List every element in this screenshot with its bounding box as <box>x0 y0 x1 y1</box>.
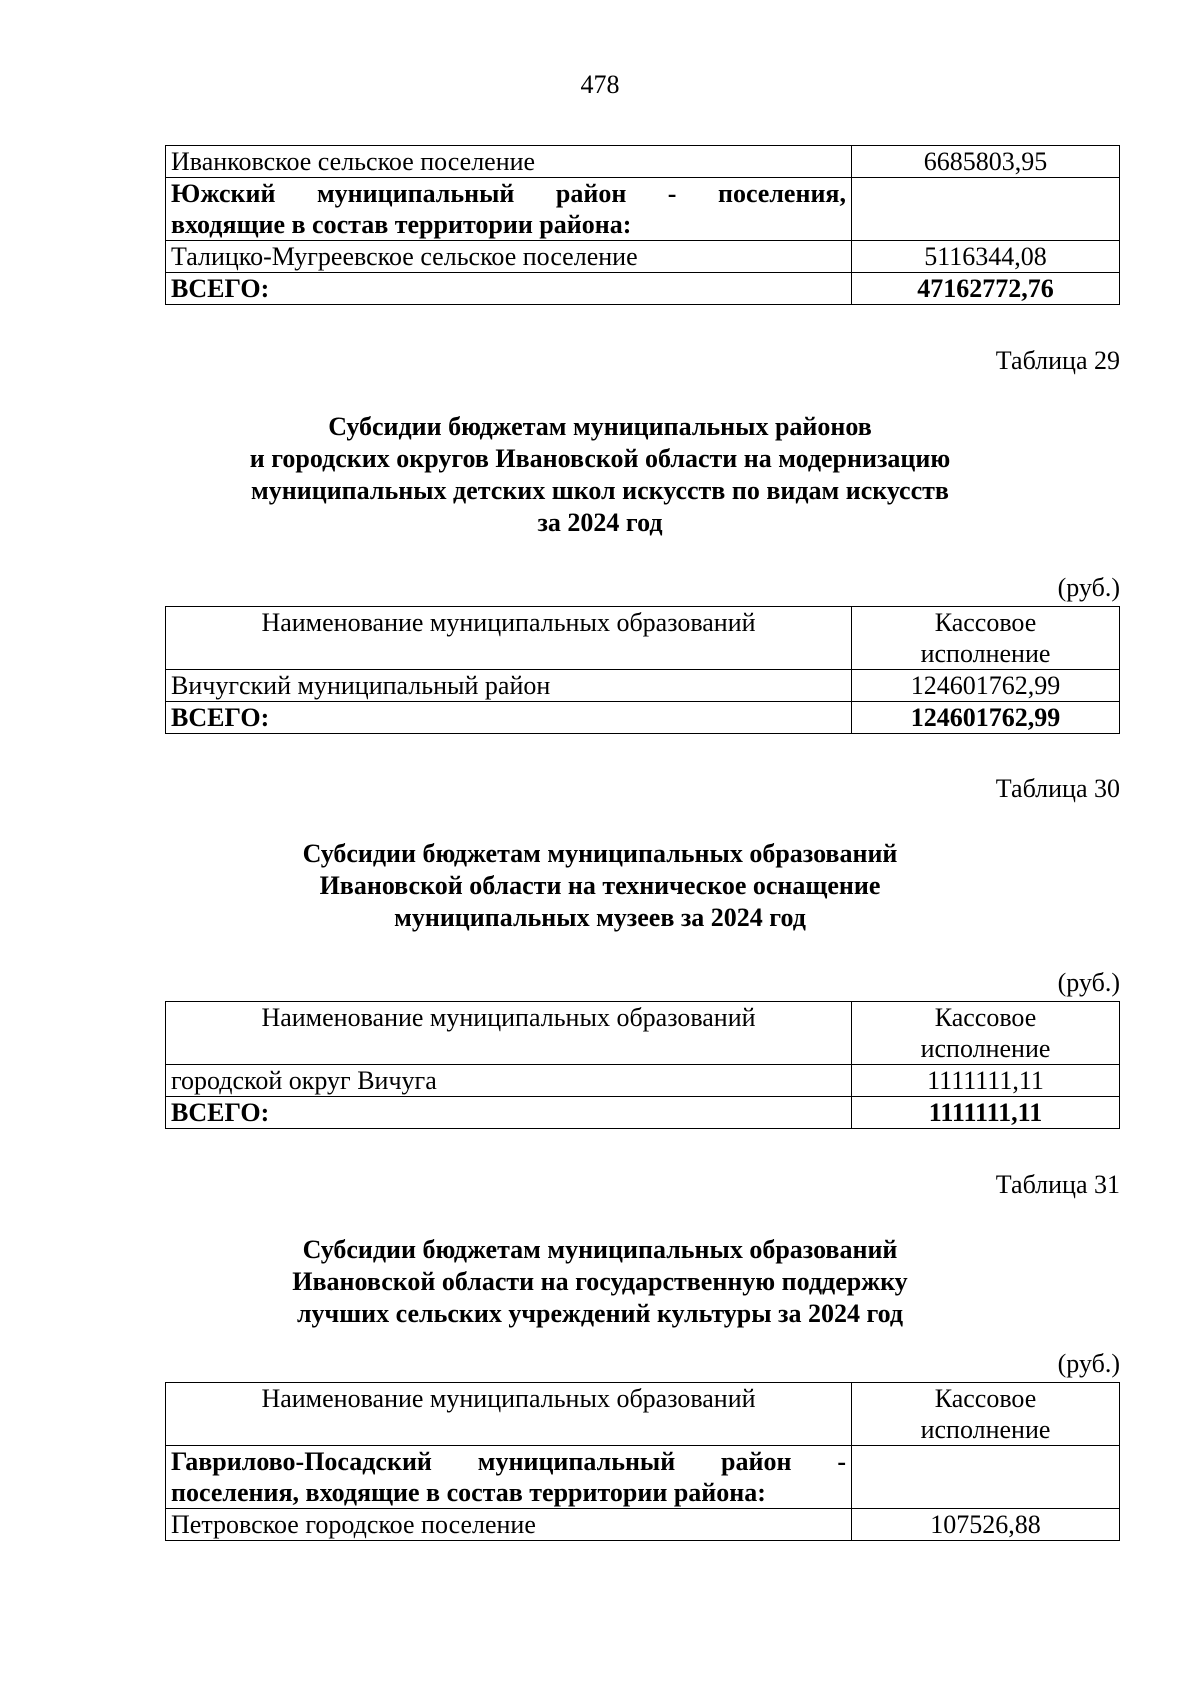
table-29-label: Таблица 29 <box>995 346 1120 375</box>
header-row <box>166 1002 1120 1065</box>
row-value: 5116344,08 <box>852 241 1120 273</box>
column-header-value <box>852 1002 1120 1065</box>
table-row <box>166 1509 1120 1541</box>
row-value: 107526,88 <box>852 1509 1120 1541</box>
column-header-name: Наименование муниципальных образований <box>166 1002 852 1065</box>
row-value <box>852 1446 1120 1509</box>
total-row <box>166 702 1120 734</box>
column-header-line: исполнение <box>920 1415 1051 1444</box>
table-31 <box>165 1382 1120 1541</box>
column-header-name: Наименование муниципальных образований <box>166 607 852 670</box>
total-row <box>166 1097 1120 1129</box>
heading-line: муниципальных музеев за 2024 год <box>394 903 806 932</box>
page-number: 478 <box>580 70 620 99</box>
column-header-line: Кассовое <box>934 1384 1037 1413</box>
row-name: Иванковское сельское поселение <box>166 146 852 178</box>
total-label: ВСЕГО: <box>166 1097 852 1129</box>
row-value: 124601762,99 <box>852 670 1120 702</box>
header-row <box>166 607 1120 670</box>
heading-line: Ивановской области на техническое оснащение <box>319 871 881 900</box>
table-30-heading <box>0 838 1200 934</box>
table-29 <box>165 606 1120 734</box>
table-28-continued <box>165 145 1120 305</box>
column-header-line: исполнение <box>920 639 1051 668</box>
total-label: ВСЕГО: <box>166 273 852 305</box>
total-value: 1111111,11 <box>852 1097 1120 1129</box>
column-header-name: Наименование муниципальных образований <box>166 1383 852 1446</box>
table-30-unit: (руб.) <box>1057 968 1120 997</box>
heading-line: муниципальных детских школ искусств по видам искусств <box>251 476 949 505</box>
total-label: ВСЕГО: <box>166 702 852 734</box>
row-value <box>852 178 1120 241</box>
column-header-line: Кассовое <box>934 1003 1037 1032</box>
table-31-heading <box>0 1234 1200 1330</box>
row-name-line2: поселения, входящие в состав территории района: <box>171 1478 766 1507</box>
heading-line: Ивановской области на государственную поддержку <box>292 1267 908 1296</box>
table-31-unit: (руб.) <box>1057 1349 1120 1378</box>
row-name: Вичугский муниципальный район <box>166 670 852 702</box>
row-name <box>166 1446 852 1509</box>
heading-line: за 2024 год <box>537 508 663 537</box>
heading-line: Субсидии бюджетам муниципальных образований <box>302 839 898 868</box>
row-name-line1: Южский муниципальный район - поселения, <box>171 179 846 208</box>
total-value: 47162772,76 <box>852 273 1120 305</box>
row-value: 6685803,95 <box>852 146 1120 178</box>
table-30 <box>165 1001 1120 1129</box>
table-row <box>166 1065 1120 1097</box>
row-name: Петровское городское поселение <box>166 1509 852 1541</box>
header-row <box>166 1383 1120 1446</box>
heading-line: и городских округов Ивановской области на модернизацию <box>249 444 951 473</box>
table-row <box>166 1446 1120 1509</box>
table-row <box>166 178 1120 241</box>
table-30-label: Таблица 30 <box>995 774 1120 803</box>
table-row <box>166 241 1120 273</box>
total-value: 124601762,99 <box>852 702 1120 734</box>
row-name: Талицко-Мугреевское сельское поселение <box>166 241 852 273</box>
total-row <box>166 273 1120 305</box>
table-31-label: Таблица 31 <box>995 1170 1120 1199</box>
column-header-line: исполнение <box>920 1034 1051 1063</box>
heading-line: лучших сельских учреждений культуры за 2024 год <box>296 1299 904 1328</box>
heading-line: Субсидии бюджетам муниципальных районов <box>328 412 872 441</box>
heading-line: Субсидии бюджетам муниципальных образований <box>302 1235 898 1264</box>
row-value: 1111111,11 <box>852 1065 1120 1097</box>
table-29-unit: (руб.) <box>1057 573 1120 602</box>
row-name-line2: входящие в состав территории района: <box>171 210 632 239</box>
row-name: городской округ Вичуга <box>166 1065 852 1097</box>
column-header-line: Кассовое <box>934 608 1037 637</box>
row-name-line1: Гаврилово-Посадский муниципальный район - <box>171 1447 846 1476</box>
column-header-value <box>852 607 1120 670</box>
row-name <box>166 178 852 241</box>
table-row <box>166 146 1120 178</box>
table-row <box>166 670 1120 702</box>
table-29-heading <box>0 411 1200 539</box>
column-header-value <box>852 1383 1120 1446</box>
